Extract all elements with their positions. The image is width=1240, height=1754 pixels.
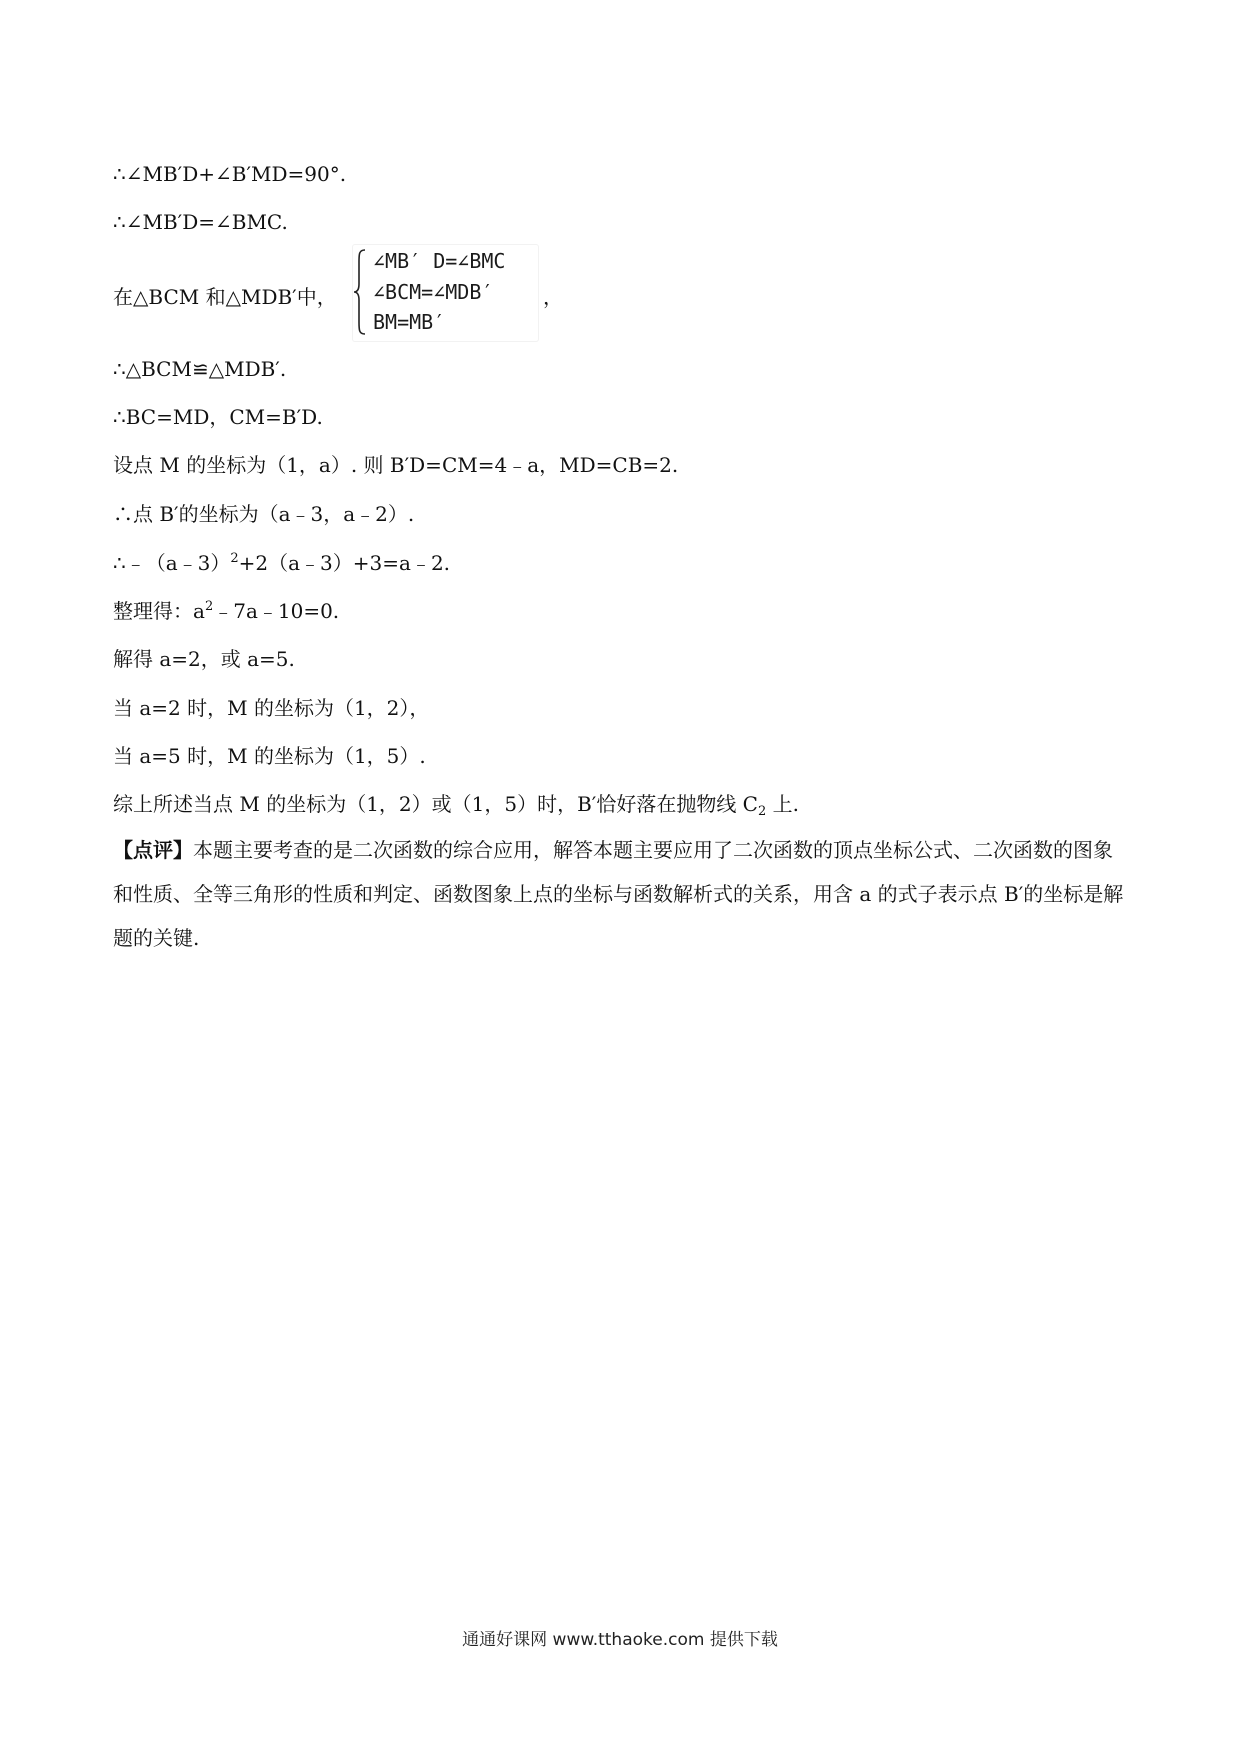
solution-line-2: ∴∠MB′D=∠BMC. [113, 210, 288, 234]
solution-line-6: 设点 M 的坐标为（1，a）. 则 B′D=CM=4﹣a，MD=CB=2. [113, 453, 679, 477]
line-9-part-a: 整理得：a [113, 599, 205, 623]
solution-line-9 [113, 597, 339, 625]
solution-line-12: 当 a=5 时，M 的坐标为（1，5）. [113, 744, 426, 768]
solution-line-7: ∴点 B′的坐标为（a﹣3，a﹣2）. [113, 502, 415, 526]
system-equation-2: ∠BCM=∠MDB′ [373, 280, 494, 304]
solution-line-4: ∴△BCM≌△MDB′. [113, 357, 287, 381]
line-13-subscript: 2 [758, 804, 767, 819]
solution-line-5: ∴BC=MD，CM=B′D. [113, 405, 323, 429]
line-13-part-a: 综上所述当点 M 的坐标为（1，2）或（1，5）时，B′恰好落在抛物线 C [113, 792, 758, 816]
system-trailing-comma: ， [543, 285, 563, 309]
line-13-part-b: 上. [766, 792, 799, 816]
review-text: 本题主要考查的是二次函数的综合应用，解答本题主要应用了二次函数的顶点坐标公式、二次函数的图象和性质、全等三角形的性质和判定、函数图象上点的坐标与函数解析式的关系，用含 a 的式子表示点 B′的坐标是解题的关键. [113, 838, 1124, 950]
solution-line-13 [113, 790, 799, 818]
equation-system-image [353, 245, 538, 341]
solution-line-10: 解得 a=2，或 a=5. [113, 647, 295, 671]
solution-line-8 [113, 549, 450, 577]
line-8-part-a: ∴﹣（a﹣3） [113, 551, 231, 575]
left-brace-icon [353, 248, 367, 336]
line-9-exponent: 2 [204, 599, 214, 614]
page-footer: 通通好课网 www.tthaoke.com 提供下载 [462, 1630, 778, 1650]
system-equation-3: BM=MB′ [373, 310, 446, 334]
solution-line-1: ∴∠MB′D+∠B′MD=90°. [113, 162, 347, 186]
system-equation-1: ∠MB′ D=∠BMC [373, 249, 506, 273]
review-paragraph [113, 828, 1128, 960]
system-lead-text: 在△BCM 和△MDB′中， [113, 285, 337, 309]
solution-line-11: 当 a=2 时，M 的坐标为（1，2）， [113, 696, 430, 720]
line-8-part-b: +2（a﹣3）+3=a﹣2. [238, 551, 451, 575]
review-tag: 【点评】 [113, 838, 193, 862]
line-9-part-b: ﹣7a﹣10=0. [213, 599, 340, 623]
line-8-exponent: 2 [230, 551, 239, 566]
